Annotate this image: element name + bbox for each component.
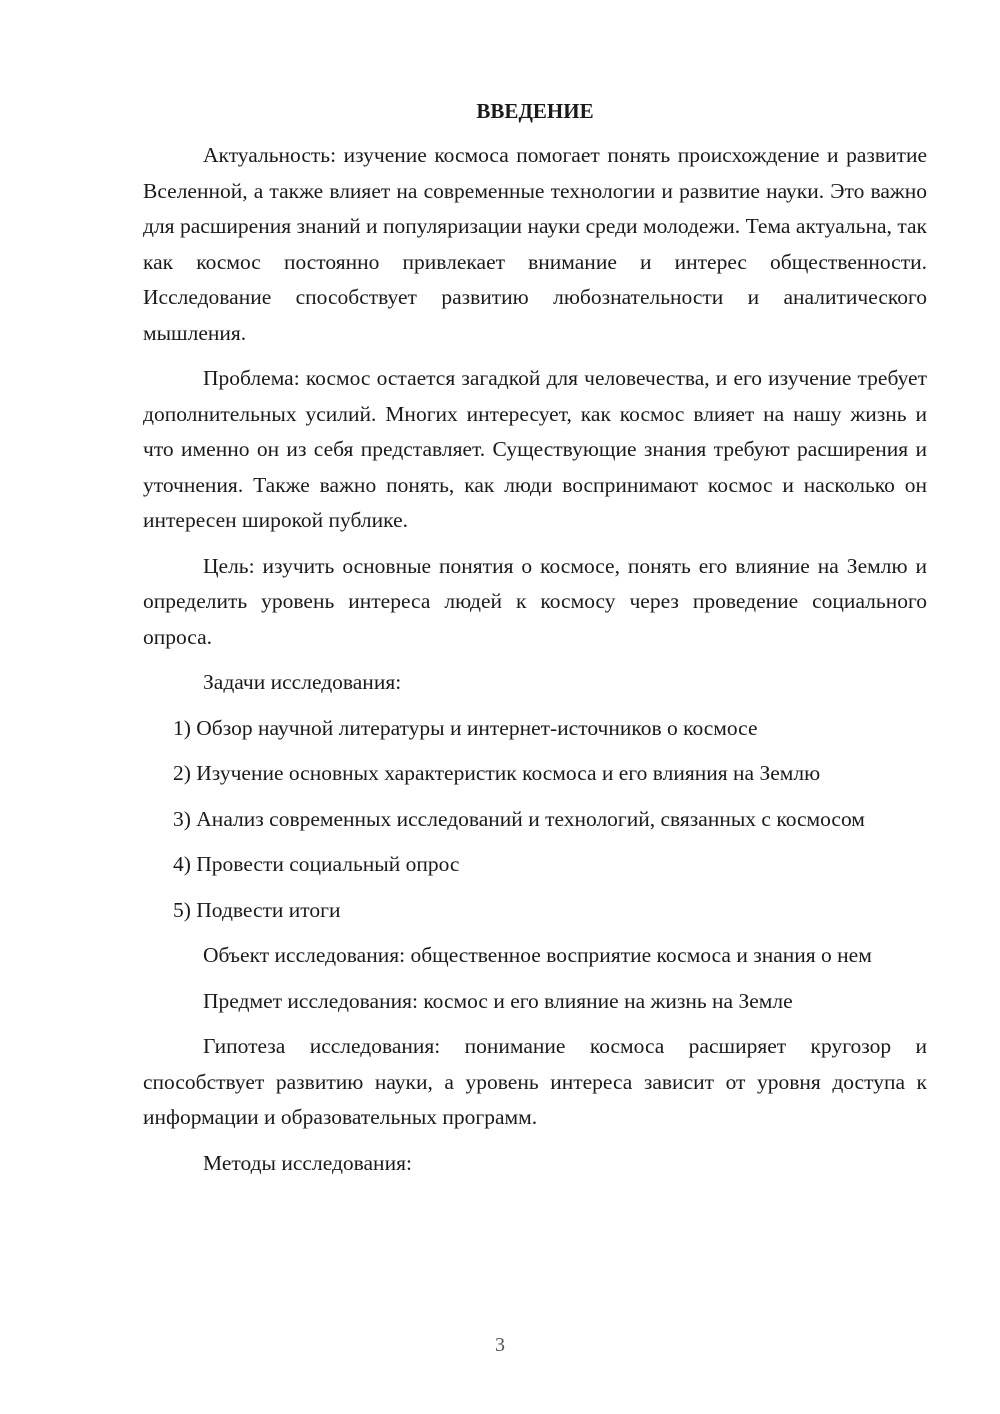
page-number: 3 <box>495 1334 505 1356</box>
paragraph-problem: Проблема: космос остается загадкой для человечества, и его изучение требует дополнительных усилий. Многих интересует, как космос влияет на нашу жизнь и что именно он из себя представляет. Существующие знания требуют расширения и уточнения. Также важно понять, как люди воспринимают космос и насколько он интересен широкой публике. <box>143 366 927 532</box>
task-item-4: 4) Провести социальный опрос <box>173 852 460 876</box>
paragraph-tasks-heading: Задачи исследования: <box>203 670 402 694</box>
task-item-5: 5) Подвести итоги <box>173 897 341 922</box>
task-item-2: 2) Изучение основных характеристик космоса и его влияния на Землю <box>173 761 821 785</box>
task-item-1: 1) Обзор научной литературы и интернет-источников о космосе <box>173 715 758 740</box>
paragraph-methods: Методы исследования: <box>203 1150 412 1175</box>
section-title: ВВЕДЕНИЕ <box>476 99 594 123</box>
document-body <box>143 96 927 1191</box>
paragraph-hypothesis: Гипотеза исследования: понимание космоса расширяет кругозор и способствует развитию науки, а уровень интереса зависит от уровня доступа к информации и образовательных программ. <box>143 1034 927 1129</box>
task-item-3: 3) Анализ современных исследований и технологий, связанных с космосом <box>173 806 865 831</box>
paragraph-subject: Предмет исследования: космос и его влияние на жизнь на Земле <box>203 988 793 1013</box>
paragraph-object: Объект исследования: общественное восприятие космоса и знания о нем <box>203 943 872 967</box>
paragraph-goal: Цель: изучить основные понятия о космосе, понять его влияние на Землю и определить уровень интереса людей к космосу через проведение социального опроса. <box>143 553 927 649</box>
paragraph-relevance: Актуальность: изучение космоса помогает понять происхождение и развитие Вселенной, а также влияет на современные технологии и развитие науки. Это важно для расширения знаний и популяризации науки среди молодежи. Тема актуальна, так как космос постоянно привлекает внимание и интерес общественности. Исследование способствует развитию любознательности и аналитического мышления. <box>143 143 927 345</box>
